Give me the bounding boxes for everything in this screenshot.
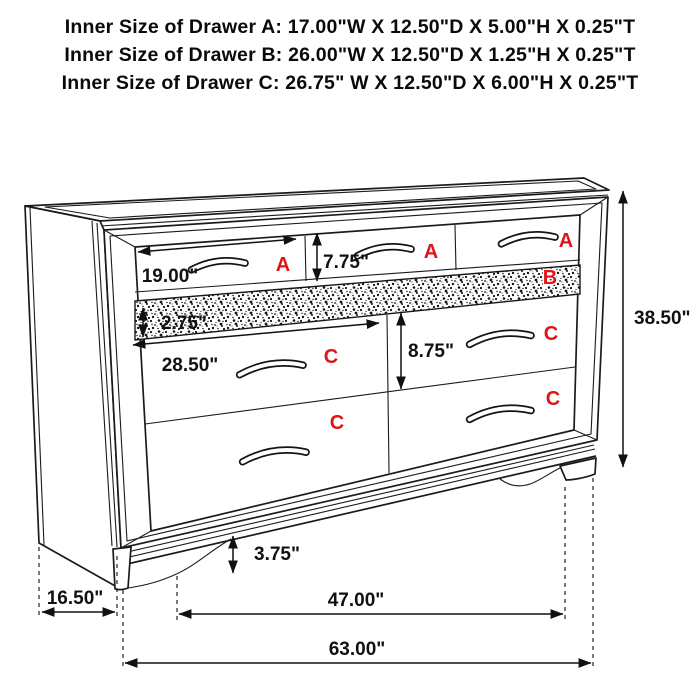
dim-overall-width-label: 63.00" — [328, 639, 386, 660]
drawer-a2-label: A — [423, 241, 439, 263]
dim-overall-width — [125, 639, 591, 663]
drawer-c-top-right-label: C — [543, 323, 559, 345]
drawer-c-top-left-label: C — [323, 346, 339, 368]
dim-inner-leg-span-label: 47.00" — [327, 590, 385, 611]
dim-overall-height — [623, 191, 691, 467]
dim-drawer-c-height-label: 8.75" — [408, 341, 454, 362]
dim-inner-leg-span — [179, 590, 563, 614]
drawer-a3-label: A — [558, 230, 574, 252]
drawer-b-label: B — [542, 267, 558, 289]
inner-size-line-c: Inner Size of Drawer C: 26.75" W X 12.50"D X 6.00"H X 0.25"T — [61, 72, 639, 94]
dim-drawer-b-height-label: 2.75" — [161, 313, 207, 334]
apron-left-scroll — [128, 539, 231, 588]
inner-size-line-a: Inner Size of Drawer A: 17.00"W X 12.50"D X 5.00"H X 0.25"T — [64, 16, 636, 38]
inner-size-line-b: Inner Size of Drawer B: 26.00"W X 12.50"D X 1.25"H X 0.25"T — [64, 44, 636, 66]
drawer-a1-label: A — [275, 254, 291, 276]
drawer-c-bottom-right-label: C — [545, 388, 561, 410]
front-left-leg — [113, 547, 131, 590]
dim-drawer-c-width-label: 28.50" — [161, 355, 219, 376]
dim-overall-height-label: 38.50" — [634, 308, 691, 329]
dim-drawer-a-height-label: 7.75" — [323, 252, 369, 273]
dim-side-depth — [42, 588, 115, 612]
dim-base-height-label: 3.75" — [254, 544, 300, 565]
dim-drawer-a-width-label: 19.00" — [141, 266, 199, 287]
dim-base-height — [233, 536, 300, 573]
dim-side-depth-label: 16.50" — [46, 588, 104, 609]
drawer-c-bottom-left-label: C — [329, 412, 345, 434]
front-right-leg — [560, 458, 596, 480]
